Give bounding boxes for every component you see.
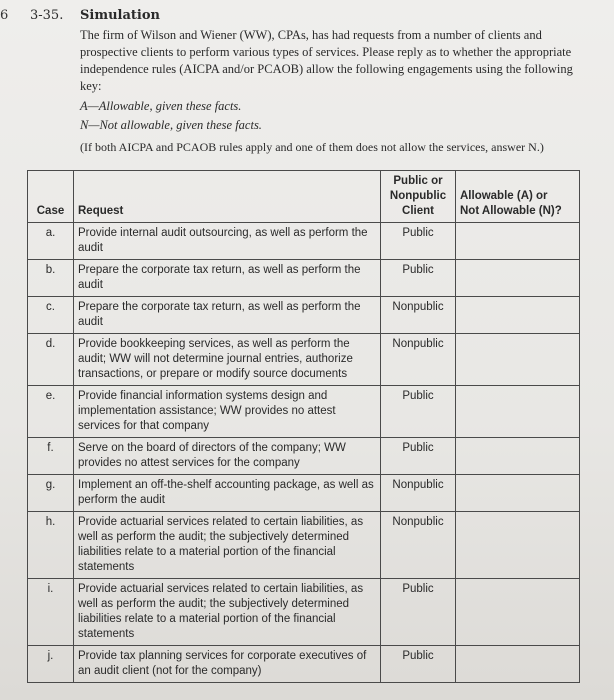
header-request: Request <box>74 171 381 223</box>
case-label: a. <box>28 223 74 260</box>
answer-cell[interactable] <box>456 334 580 386</box>
key-allowable: A—Allowable, given these facts. <box>80 99 242 113</box>
problem-number: 3-35. <box>30 8 64 23</box>
case-label: f. <box>28 438 74 475</box>
request-text: Provide bookkeeping services, as well as perform the audit; WW will not determine journal entries, authorize transactions, or prepare or modify source documents <box>74 334 381 386</box>
case-label: b. <box>28 260 74 297</box>
table-row <box>28 223 580 260</box>
header-public-line: Public or <box>393 175 443 187</box>
answer-cell[interactable] <box>456 223 580 260</box>
client-type: Nonpublic <box>381 297 456 334</box>
request-text: Implement an off-the-shelf accounting package, as well as perform the audit <box>74 475 381 512</box>
table-row <box>28 297 580 334</box>
case-label: j. <box>28 646 74 683</box>
intro-note: (If both AICPA and PCAOB rules apply and one of them does not allow the services, answer N.) <box>80 140 544 154</box>
answer-cell[interactable] <box>456 475 580 512</box>
answer-cell[interactable] <box>456 646 580 683</box>
header-allowable-line: Allowable (A) or <box>460 190 548 202</box>
client-type: Nonpublic <box>381 475 456 512</box>
client-type: Public <box>381 579 456 646</box>
request-text: Prepare the corporate tax return, as well as perform the audit <box>74 297 381 334</box>
answer-cell[interactable] <box>456 260 580 297</box>
header-client-line: Client <box>402 205 434 217</box>
case-label: h. <box>28 512 74 579</box>
problem-title: Simulation <box>80 8 160 23</box>
answer-cell[interactable] <box>456 297 580 334</box>
client-type: Nonpublic <box>381 512 456 579</box>
answer-cell[interactable] <box>456 512 580 579</box>
case-label: e. <box>28 386 74 438</box>
client-type: Public <box>381 260 456 297</box>
table-row <box>28 512 580 579</box>
key-not-allowable: N—Not allowable, given these facts. <box>80 118 262 132</box>
client-type: Nonpublic <box>381 334 456 386</box>
request-text: Provide internal audit outsourcing, as well as perform the audit <box>74 223 381 260</box>
case-label: d. <box>28 334 74 386</box>
header-nonpublic-line: Nonpublic <box>389 190 447 202</box>
request-text: Provide tax planning services for corporate executives of an audit client (not for the company) <box>74 646 381 683</box>
answer-cell[interactable] <box>456 579 580 646</box>
page-number: 6 <box>0 8 9 23</box>
table-row <box>28 579 580 646</box>
client-type: Public <box>381 646 456 683</box>
client-type: Public <box>381 438 456 475</box>
table-row <box>28 260 580 297</box>
table-row <box>28 334 580 386</box>
answer-cell[interactable] <box>456 438 580 475</box>
table-row <box>28 386 580 438</box>
table-row <box>28 646 580 683</box>
header-allowable <box>456 171 580 223</box>
request-text: Provide actuarial services related to certain liabilities, as well as perform the audit; the subjectively determined liabilities relate to a material portion of the financial statements <box>74 579 381 646</box>
client-type: Public <box>381 386 456 438</box>
request-text: Provide actuarial services related to certain liabilities, as well as perform the audit; the subjectively determined liabilities relate to a material portion of the financial statements <box>74 512 381 579</box>
header-public-nonpublic <box>381 171 456 223</box>
case-label: g. <box>28 475 74 512</box>
table-row <box>28 438 580 475</box>
request-text: Prepare the corporate tax return, as well as perform the audit <box>74 260 381 297</box>
case-label: i. <box>28 579 74 646</box>
case-label: c. <box>28 297 74 334</box>
problem-intro <box>80 27 590 156</box>
table-row <box>28 475 580 512</box>
header-case: Case <box>28 171 74 223</box>
request-text: Serve on the board of directors of the company; WW provides no attest services for the company <box>74 438 381 475</box>
table-header-row <box>28 171 580 223</box>
request-text: Provide financial information systems design and implementation assistance; WW provides no attest services for that company <box>74 386 381 438</box>
header-not-allowable-line: Not Allowable (N)? <box>460 205 562 217</box>
intro-paragraph: The firm of Wilson and Wiener (WW), CPAs, has had requests from a number of clients and prospective clients to perform various types of services. Please reply as to whether the appropriate independence rules (AICPA and/or PCAOB) allow the following engagements using the following key: <box>80 28 573 93</box>
engagements-table <box>27 170 580 683</box>
answer-cell[interactable] <box>456 386 580 438</box>
client-type: Public <box>381 223 456 260</box>
